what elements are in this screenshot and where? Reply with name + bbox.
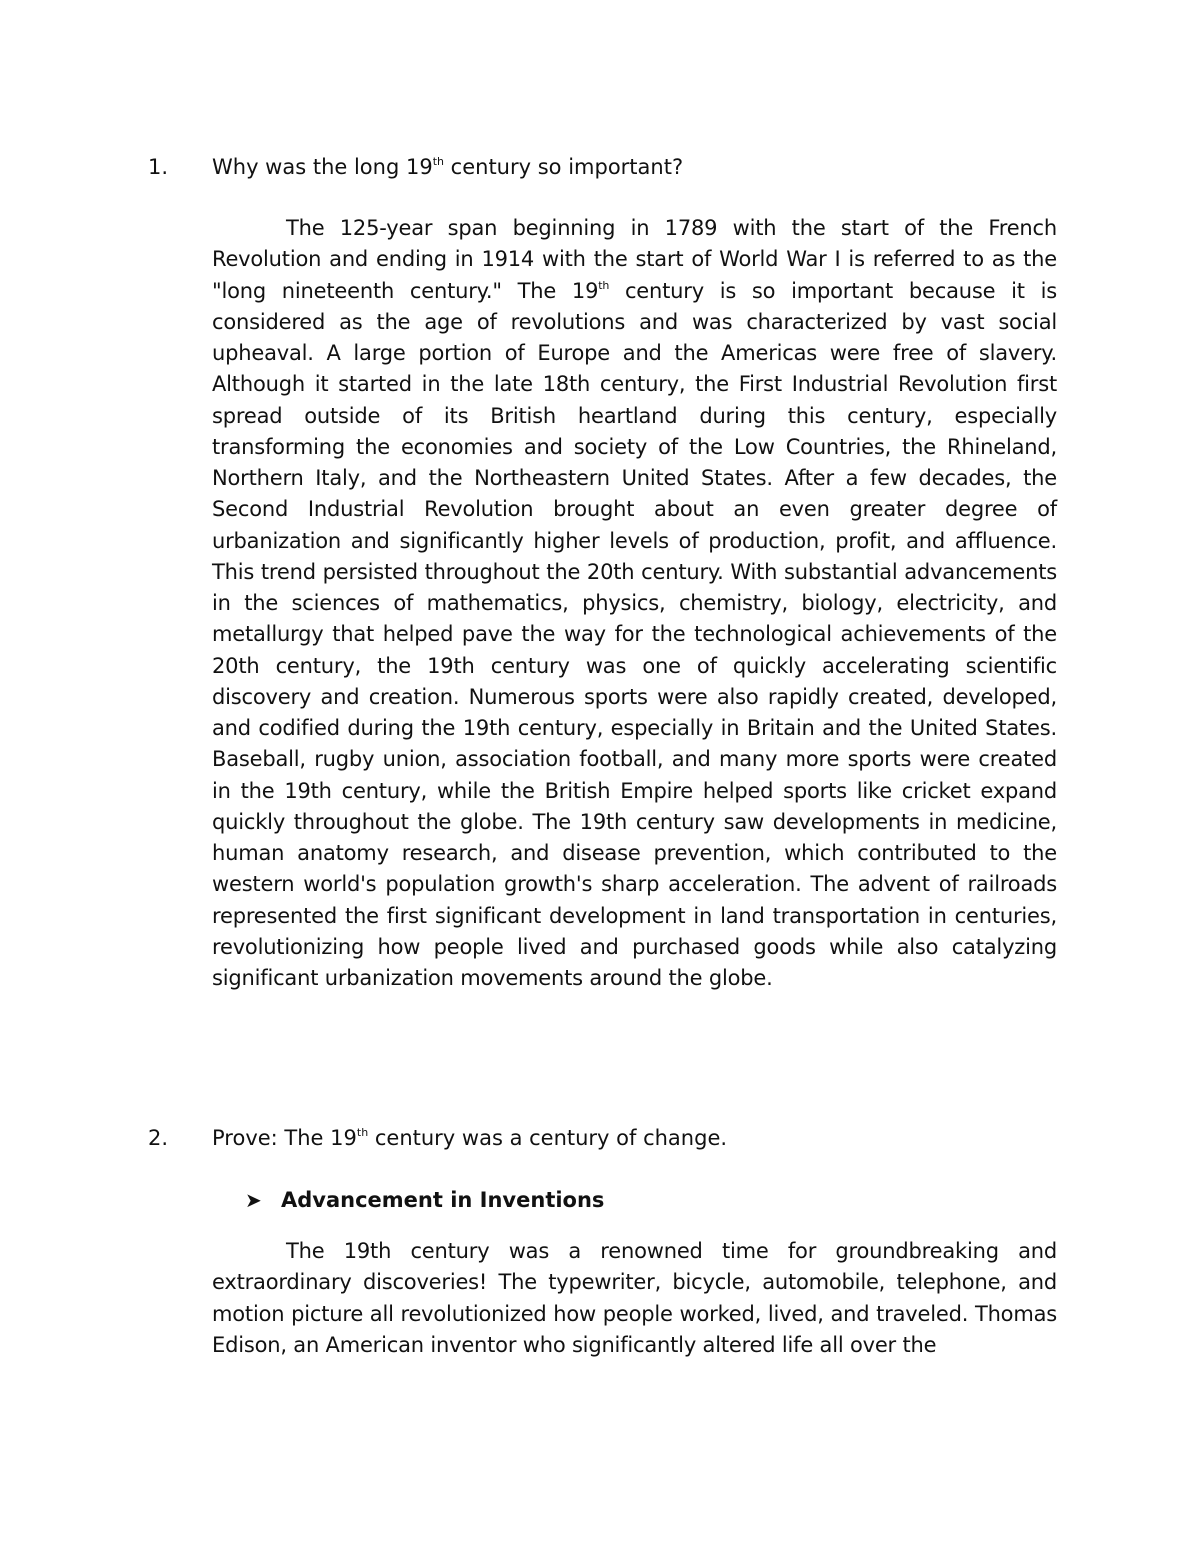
question-2-answer-paragraph: The 19th century was a renowned time for groundbreaking and extraordinary discoveries! The typewriter, bicycle, automobile, telephone, and motion picture all revolutionized how people worked, lived, and traveled. Thomas Edison, an American inventor who significantly altered life all over the (212, 1239, 1057, 1357)
question-2-number: 2. (148, 1126, 169, 1150)
bullet-advancement-in-inventions (245, 1185, 604, 1216)
question-1-superscript: th (432, 155, 444, 168)
question-1-text-end: century so important? (444, 155, 684, 179)
question-1-number: 1. (148, 155, 169, 179)
question-1-text-start: Why was the long 19 (212, 155, 433, 179)
bullet-heading: Advancement in Inventions (281, 1188, 605, 1212)
arrowhead-bullet-icon: ➤ (245, 1188, 262, 1212)
question-2-superscript: th (356, 1126, 369, 1139)
question-2-text-end: century was a century of change. (368, 1126, 728, 1150)
answer-1-text-start: The 125-year span beginning in 1789 with the start of the French Revolution and ending in 1914 with the start of World War I is referred to as the "long nineteenth century." The 19 (212, 216, 1057, 303)
question-2-text-start: Prove: The 19 (212, 1126, 357, 1150)
answer-1-superscript: th (598, 278, 610, 292)
answer-1-text-end: century is so important because it is considered as the age of revolutions and was characterized by vast social upheaval. A large portion of Europe and the Americas were free of slavery. Although it started in the late 18th century, the First Industrial Revolution first spread outside of its British heartland during this century, especially transforming the economies and society of the Low Countries, the Rhineland, Northern Italy, and the Northeastern United States. After a few decades, the Second Industrial Revolution brought about an even greater degree of urbanization and significantly higher levels of production, profit, and affluence. This trend persisted throughout the 20th century. With substantial advancements in the sciences of mathematics, physics, chemistry, biology, electricity, and metallurgy that helped pave the way for the technological achievements of the 20th century, the 19th century was one of quickly accelerating scientific discovery and creation. Numerous sports were also rapidly created, developed, and codified during the 19th century, especially in Britain and the United States. Baseball, rugby union, association football, and many more sports were created in the 19th century, while the British Empire helped sports like cricket expand quickly throughout the globe. The 19th century saw developments in medicine, human anatomy research, and disease prevention, which contributed to the western world's population growth's sharp acceleration. The advent of railroads represented the first significant development in land transportation in centuries, revolutionizing how people lived and purchased goods while also catalyzing significant urbanization movements around the globe. (212, 278, 1058, 990)
question-1-answer-paragraph (212, 213, 1057, 994)
question-1-heading (148, 152, 683, 183)
question-2-heading (148, 1123, 727, 1154)
